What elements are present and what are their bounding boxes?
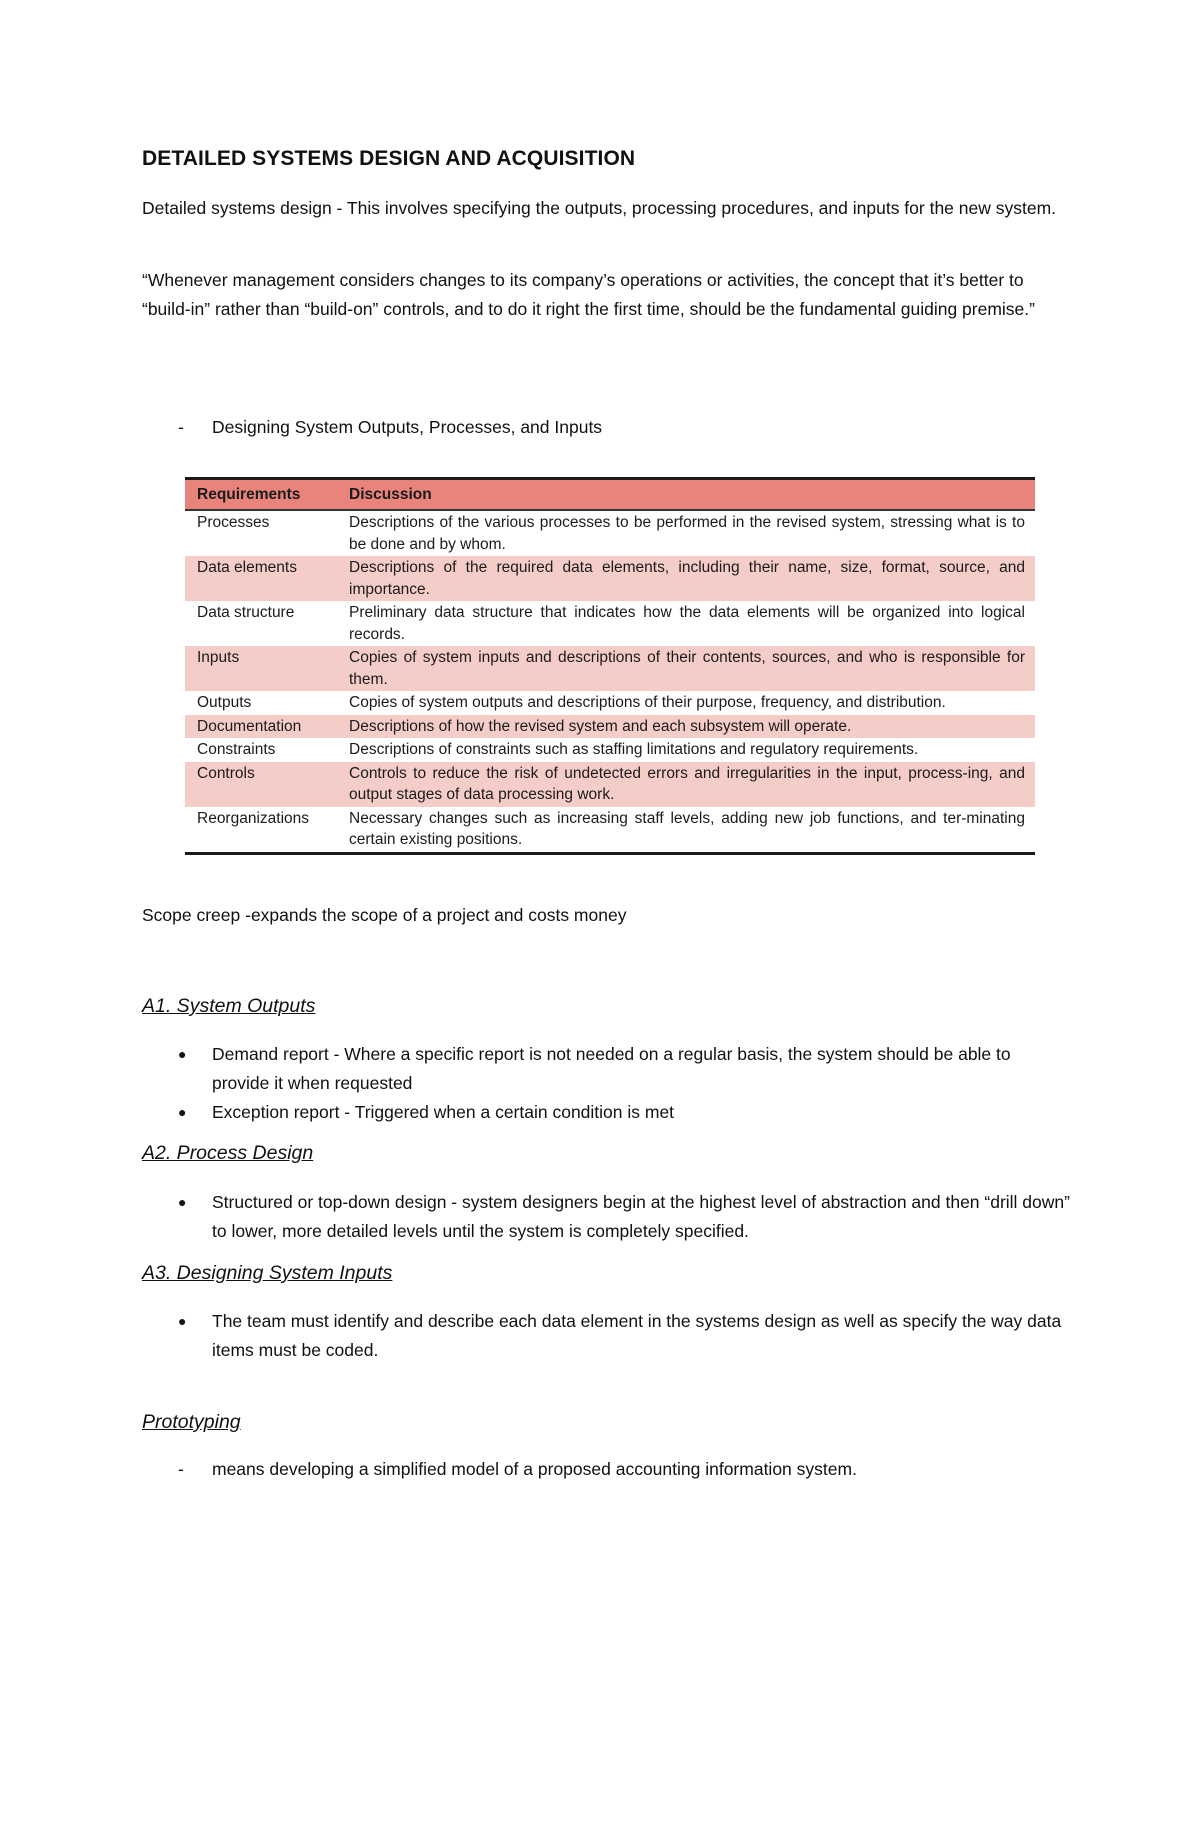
discussion-cell: Copies of system outputs and descriptions of their purpose, frequency, and distribution. xyxy=(349,694,946,711)
requirement-cell: Documentation xyxy=(185,715,337,739)
table-row xyxy=(185,691,1035,715)
quote-paragraph: “Whenever management considers changes to its company’s operations or activities, the concept that it’s better to “build-in” rather than “build-on” controls, and to do it right the first time, should be the fundamental guiding premise.” xyxy=(142,270,1035,319)
column-header-requirements: Requirements xyxy=(185,479,337,511)
table-row xyxy=(185,762,1035,807)
bullet-text: Demand report - Where a specific report is not needed on a regular basis, the system should be able to provide it when requested xyxy=(212,1044,1011,1093)
bullet-icon: ● xyxy=(178,1104,187,1120)
document-title: DETAILED SYSTEMS DESIGN AND ACQUISITION xyxy=(142,147,636,170)
bullet-text: The team must identify and describe each data element in the systems design as well as specify the way data items must be coded. xyxy=(212,1311,1062,1360)
requirement-cell: Processes xyxy=(197,514,270,531)
table-row xyxy=(185,807,1035,854)
bullet-icon: ● xyxy=(178,1194,187,1210)
requirement-cell: Reorganizations xyxy=(197,809,310,827)
requirement-cell: Data structure xyxy=(197,604,295,621)
requirements-table xyxy=(185,477,1035,855)
discussion-cell: Preliminary data structure that indicates how the data elements will be organized into logical records. xyxy=(349,604,1025,643)
dash-marker: - xyxy=(178,417,184,437)
table-row xyxy=(185,738,1035,762)
discussion-cell: Descriptions of constraints such as staffing limitations and regulatory requirements. xyxy=(349,741,919,758)
dash-marker: - xyxy=(178,1459,184,1479)
intro-paragraph: Detailed systems design - This involves specifying the outputs, processing procedures, and inputs for the new system. xyxy=(142,198,1057,218)
dash-item-text: means developing a simplified model of a proposed accounting information system. xyxy=(212,1459,857,1479)
scope-creep-paragraph: Scope creep -expands the scope of a project and costs money xyxy=(142,905,627,925)
bullet-icon: ● xyxy=(178,1046,187,1062)
table-row xyxy=(185,715,1035,739)
bullet-text: Structured or top-down design - system designers begin at the highest level of abstraction and then “drill down” to lower, more detailed levels until the system is completely specified. xyxy=(212,1192,1070,1241)
table-header-row xyxy=(185,479,1035,511)
section-heading-prototyping: Prototyping xyxy=(142,1411,241,1433)
requirement-cell: Controls xyxy=(185,762,337,807)
table-row xyxy=(185,646,1035,691)
discussion-cell: Controls to reduce the risk of undetected errors and irregularities in the input, process-ing, and output stages of data processing work. xyxy=(337,762,1035,807)
requirement-cell: Outputs xyxy=(197,694,252,711)
dash-item-text: Designing System Outputs, Processes, and Inputs xyxy=(212,417,603,437)
discussion-cell: Necessary changes such as increasing staff levels, adding new job functions, and ter-minating certain existing positions. xyxy=(349,809,1025,848)
table-row xyxy=(185,556,1035,601)
section-heading-process-design: A2. Process Design xyxy=(142,1142,314,1164)
requirement-cell: Constraints xyxy=(197,741,276,758)
discussion-cell: Descriptions of how the revised system and each subsystem will operate. xyxy=(337,715,1035,739)
discussion-cell: Descriptions of the required data elements, including their name, size, format, source, and importance. xyxy=(337,556,1035,601)
table-row xyxy=(185,601,1035,646)
discussion-cell: Copies of system inputs and descriptions of their contents, sources, and who is responsible for them. xyxy=(337,646,1035,691)
bullet-icon: ● xyxy=(178,1313,187,1329)
requirement-cell: Data elements xyxy=(185,556,337,601)
section-heading-designing-system-inputs: A3. Designing System Inputs xyxy=(142,1262,393,1284)
bullet-text: Exception report - Triggered when a certain condition is met xyxy=(212,1102,675,1122)
column-header-discussion: Discussion xyxy=(337,479,1035,511)
discussion-cell: Descriptions of the various processes to be performed in the revised system, stressing what is to be done and by whom. xyxy=(349,514,1025,553)
section-heading-system-outputs: A1. System Outputs xyxy=(142,995,316,1017)
table-row xyxy=(185,510,1035,556)
requirement-cell: Inputs xyxy=(185,646,337,691)
